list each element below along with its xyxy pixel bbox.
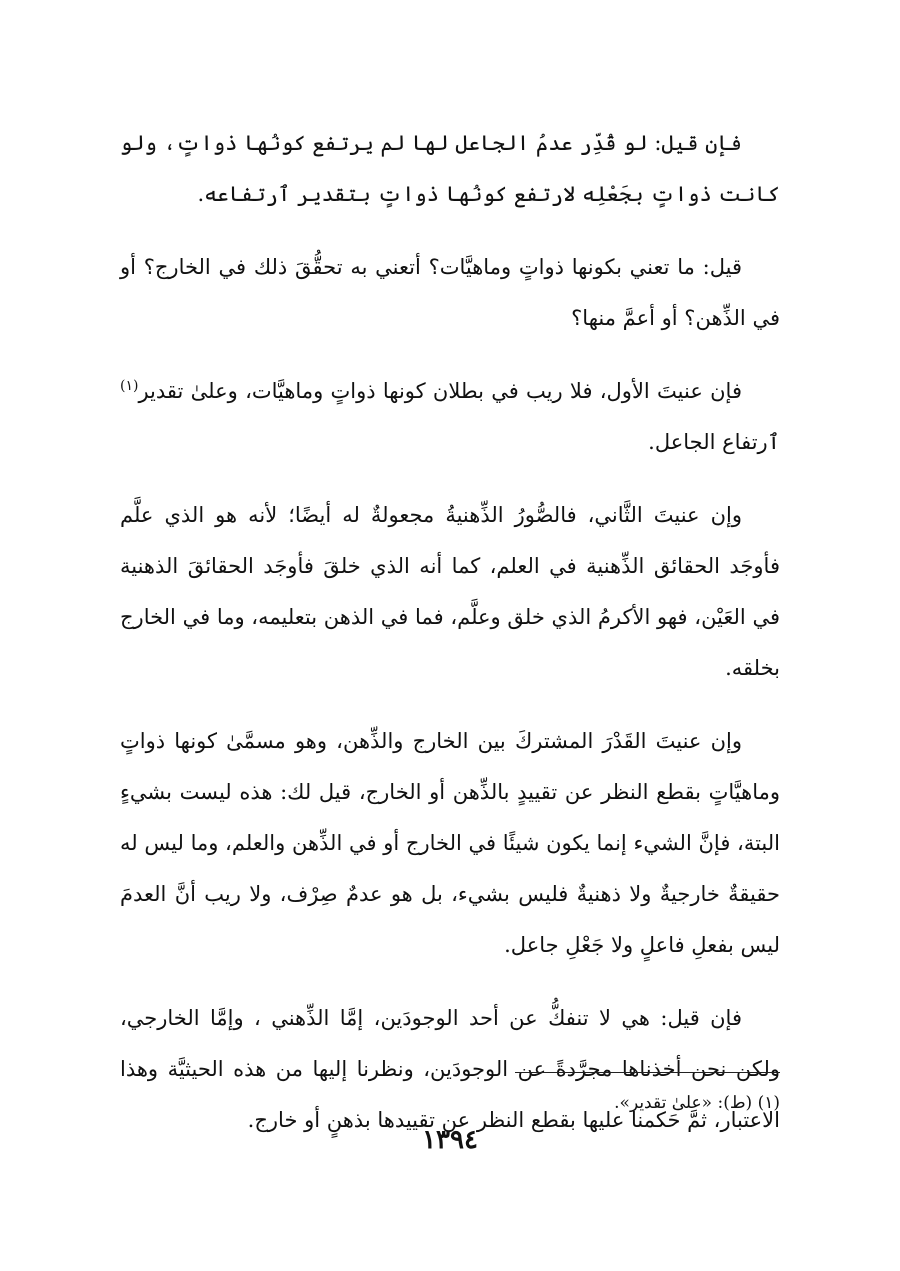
paragraph-text: ٱرتفاع الجاعل. bbox=[648, 430, 780, 454]
footnote: (١) (ط): «علىٰ تقدير». bbox=[614, 1093, 780, 1113]
paragraph: فإن قيل: لو قُدِّر عدمُ الجاعل لها لم يرتفع كونُها ذواتٍ، ولو كانت ذواتٍ بجَعْلِه لارتفع كونُها ذواتٍ بتقدير ٱرتفاعه. bbox=[120, 131, 780, 206]
paragraph bbox=[120, 366, 780, 468]
page-number: ١٣٩٤ bbox=[422, 1125, 478, 1155]
footnote-reference[interactable]: (١) bbox=[120, 378, 139, 394]
paragraph-text: فإن عنيتَ الأول، فلا ريب في بطلان كونها ذواتٍ وماهيَّات، وعلىٰ تقدير bbox=[138, 379, 742, 403]
paragraph: وإن عنيتَ الثَّاني، فالصُّورُ الذِّهنيةُ مجعولةٌ له أيضًا؛ لأنه هو الذي علَّم فأوجَد الحقائق الذِّهنية في العلم، كما أنه الذي خلقَ فأوجَد الحقائقَ الذهنية في العَيْن، فهو الأكرمُ الذي خلق وعلَّم، فما في الذهن بتعليمه، وما في الخارج بخلقه. bbox=[120, 503, 780, 680]
paragraph: قيل: ما تعني بكونها ذواتٍ وماهيَّات؟ أتعني به تحقُّقَ ذلك في الخارج؟ أو في الذِّهن؟ أو أعمَّ منها؟ bbox=[120, 255, 780, 330]
footnote-divider bbox=[515, 1072, 780, 1073]
paragraph: فإن قيل: هي لا تنفكُّ عن أحد الوجودَين، إمَّا الذِّهني ، وإمَّا الخارجي، ولكن نحن أخذناها مجرَّدةً عن الوجودَين، ونظرنا إليها من هذه الحيثيَّة وهذا الاعتبار، ثمَّ حَكمنا عليها بقطع النظر عن تقييدها بذهنٍ أو خارج. bbox=[120, 1006, 780, 1132]
body-text bbox=[120, 118, 780, 1168]
paragraph: وإن عنيتَ القَدْرَ المشتركَ بين الخارج والذِّهن، وهو مسمَّىٰ كونها ذواتٍ وماهيَّاتٍ بقطع النظر عن تقييدٍ بالذِّهن أو الخارج، قيل لك: هذه ليست بشيءٍ البتة، فإنَّ الشيء إنما يكون شيئًا في الخارج أو في الذِّهن والعلم، وما ليس له حقيقةٌ خارجيةٌ ولا ذهنيةٌ فليس بشيء، بل هو عدمٌ صِرْف، ولا ريب أنَّ العدمَ ليس بفعلِ فاعلٍ ولا جَعْلِ جاعل. bbox=[120, 729, 780, 957]
